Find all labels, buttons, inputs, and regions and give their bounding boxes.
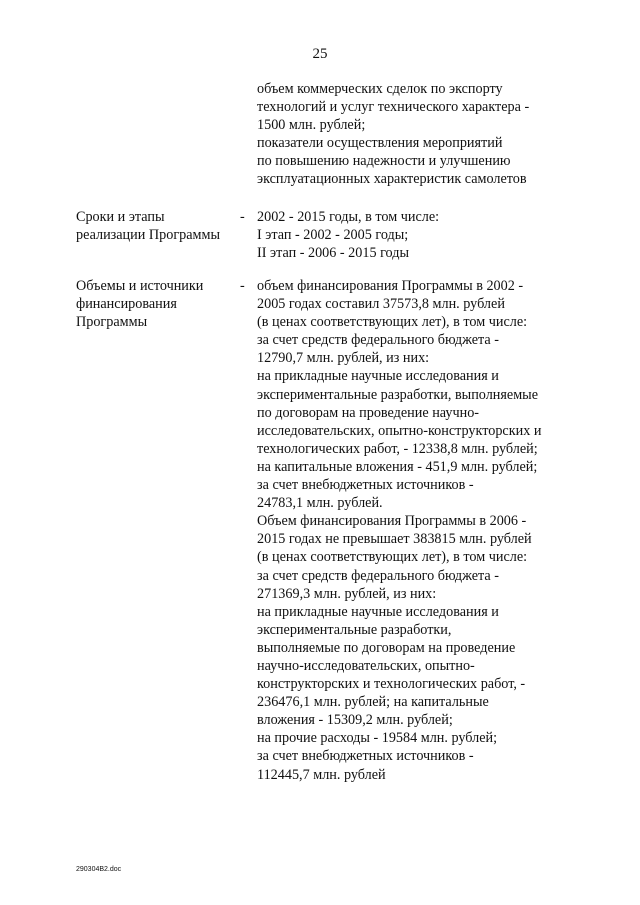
funding-line: за счет средств федерального бюджета -: [257, 567, 499, 584]
funding-label-line: финансирования: [76, 296, 177, 313]
funding-label: [76, 277, 246, 331]
funding-line: исследовательских, опытно-конструкторских и: [257, 422, 542, 439]
funding-line: 271369,3 млн. рублей, из них:: [257, 585, 437, 602]
terms-label-line: реализации Программы: [76, 227, 221, 244]
funding-label-line: Программы: [76, 314, 148, 331]
funding-line: за счет внебюджетных источников -: [257, 748, 474, 765]
funding-line: на прочие расходы - 19584 млн. рублей;: [257, 730, 498, 747]
funding-line: конструкторских и технологических работ, -: [257, 676, 526, 693]
funding-label-line: Объемы и источники: [76, 278, 204, 294]
page-number: 25: [312, 46, 328, 62]
funding-line: на прикладные научные исследования и: [257, 368, 499, 385]
intro-line: показатели осуществления мероприятий: [257, 135, 503, 152]
terms-line: II этап - 2006 - 2015 годы: [257, 245, 409, 262]
funding-line: 112445,7 млн. рублей: [257, 766, 386, 783]
intro-line: 1500 млн. рублей;: [257, 117, 366, 134]
funding-line: экспериментальные разработки, выполняемые: [257, 386, 539, 403]
terms-label: [76, 208, 246, 244]
funding-line: (в ценах соответствующих лет), в том числе:: [257, 314, 528, 331]
funding-line: технологических работ, - 12338,8 млн. рублей;: [257, 440, 538, 457]
funding-line: на капитальные вложения - 451,9 млн. рублей;: [257, 458, 538, 475]
funding-line: экспериментальные разработки,: [257, 621, 452, 638]
intro-line: объем коммерческих сделок по экспорту: [257, 81, 503, 97]
funding-line: на прикладные научные исследования и: [257, 603, 499, 620]
funding-line: вложения - 15309,2 млн. рублей;: [257, 712, 453, 729]
funding-line: за счет средств федерального бюджета -: [257, 332, 499, 349]
intro-line: по повышению надежности и улучшению: [257, 153, 511, 170]
intro-line: технологий и услуг технического характера -: [257, 99, 530, 116]
funding-line: 24783,1 млн. рублей.: [257, 495, 383, 512]
funding-line: 236476,1 млн. рублей; на капитальные: [257, 694, 489, 711]
file-name-footer: 290304B2.doc: [76, 866, 122, 873]
funding-line: 12790,7 млн. рублей, из них:: [257, 350, 430, 367]
funding-content: [257, 277, 597, 784]
terms-line: I этап - 2002 - 2005 годы;: [257, 227, 409, 244]
intro-text: [257, 80, 597, 189]
terms-label-line: Сроки и этапы: [76, 209, 165, 225]
terms-line: 2002 - 2015 годы, в том числе:: [257, 209, 440, 225]
funding-line: за счет внебюджетных источников -: [257, 477, 474, 494]
funding-line: по договорам на проведение научно-: [257, 404, 480, 421]
funding-line: научно-исследовательских, опытно-: [257, 657, 475, 674]
intro-line: эксплуатационных характеристик самолетов: [257, 171, 527, 188]
funding-line: Объем финансирования Программы в 2006 -: [257, 513, 527, 530]
terms-content: [257, 208, 597, 262]
terms-dash: -: [240, 209, 245, 225]
funding-line: (в ценах соответствующих лет), в том числе:: [257, 549, 528, 566]
funding-dash: -: [240, 278, 245, 294]
funding-line: объем финансирования Программы в 2002 -: [257, 278, 524, 294]
funding-line: 2005 годах составил 37573,8 млн. рублей: [257, 296, 505, 313]
funding-line: 2015 годах не превышает 383815 млн. рублей: [257, 531, 532, 548]
funding-line: выполняемые по договорам на проведение: [257, 639, 516, 656]
